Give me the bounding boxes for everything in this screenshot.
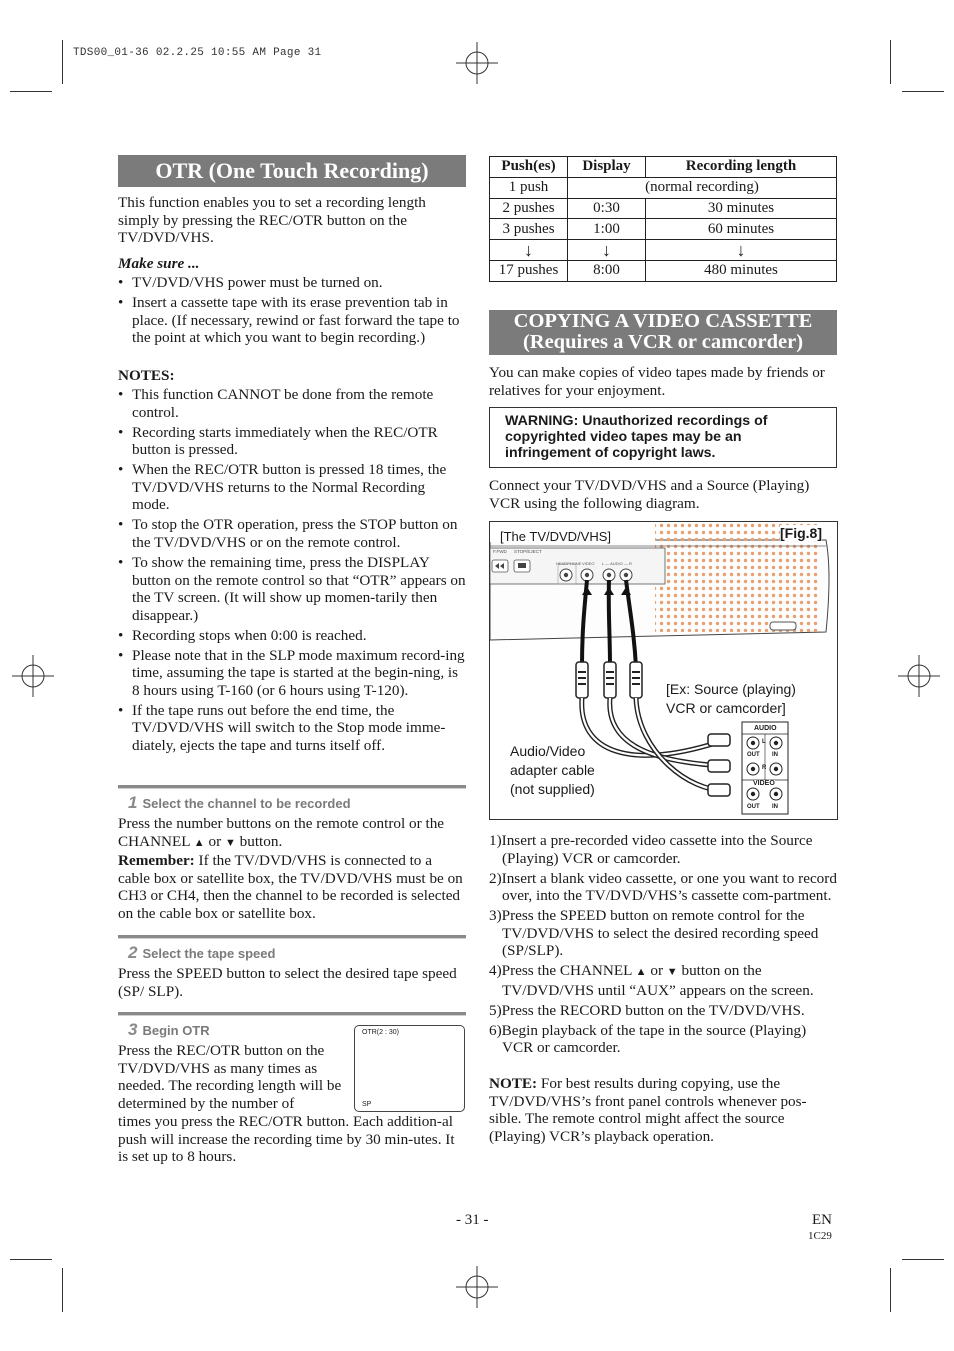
cable-label-line1: Audio/Video	[510, 743, 586, 759]
tv-panel-audio: L — AUDIO — R	[602, 561, 632, 566]
copying-title-line2: (Requires a VCR or camcorder)	[522, 331, 804, 353]
speed-screen-readout: SP	[362, 1101, 372, 1108]
note-body: For best results during copying, use the TV/DVD/VHS’s front panel controls whenever pos-sible. The remote control might affect the source (Playing) VCR’s playback operation.	[489, 1075, 807, 1145]
table-cell: 0:30	[568, 198, 646, 219]
up-arrow-icon: ▲	[635, 966, 647, 979]
page-number: - 31 -	[456, 1212, 489, 1228]
down-arrow-icon: ▼	[666, 966, 678, 979]
tv-panel-stop: STOP/EJECT	[514, 549, 542, 554]
step1-title: Select the channel to be recorded	[142, 796, 351, 811]
down-arrow-icon: ↓	[568, 240, 646, 261]
list-item: • This function CANNOT be done from the remote control.	[118, 386, 466, 421]
cable-label-line3: (not supplied)	[510, 781, 595, 797]
table-row	[490, 219, 837, 240]
source-label-line2: VCR or camcorder]	[666, 700, 786, 716]
list-item: • Recording starts immediately when the REC/OTR button is pressed.	[118, 424, 466, 459]
list-item: • TV/DVD/VHS power must be turned on.	[118, 274, 464, 292]
registration-mark-bottom	[456, 1266, 498, 1308]
down-arrow-icon: ↓	[490, 240, 568, 261]
connection-diagram	[489, 521, 838, 820]
notes-label: NOTES:	[118, 367, 175, 384]
otr-intro: This function enables you to set a recording length simply by pressing the REC/OTR button on the TV/DVD/VHS.	[118, 194, 426, 247]
table-cell: (normal recording)	[568, 177, 837, 198]
table-cell: 1 push	[490, 177, 568, 198]
notes-list	[118, 386, 466, 757]
connect-instructions: Connect your TV/DVD/VHS and a Source (Playing) VCR using the following diagram.	[489, 477, 810, 512]
tv-label: [The TV/DVD/VHS]	[500, 529, 612, 544]
step2-heading	[128, 943, 275, 963]
step3-text-wide: times you press the REC/OTR button. Each addition-al push will increase the recording time by 30 min-utes. It is set up to 8 hours.	[118, 1113, 455, 1166]
table-cell: 1:00	[568, 219, 646, 240]
table-cell: 3 pushes	[490, 219, 568, 240]
step1-rule	[118, 785, 466, 789]
step2-title: Select the tape speed	[142, 946, 276, 961]
table-cell: 17 pushes	[490, 260, 568, 281]
table-row	[490, 198, 837, 219]
table-header: Display	[568, 157, 646, 178]
table-header: Push(es)	[490, 157, 568, 178]
copying-intro: You can make copies of video tapes made by friends or relatives for your enjoyment.	[489, 364, 825, 399]
tv-screen-mock	[354, 1025, 465, 1112]
copying-section-title	[489, 310, 837, 355]
language-code: EN	[812, 1212, 832, 1228]
table-cell: 480 minutes	[646, 260, 837, 281]
step4-text-a: 4)Press the CHANNEL	[489, 962, 636, 980]
list-item: 3)Press the SPEED button on remote control for the TV/DVD/VHS to select the desired recording speed (SP/SLP).	[489, 907, 819, 960]
step3-title: Begin OTR	[142, 1023, 210, 1038]
list-item: • Recording stops when 0:00 is reached.	[118, 627, 466, 645]
make-sure-list	[118, 274, 464, 349]
table-row	[490, 240, 837, 261]
step1-text-b: button.	[235, 832, 283, 850]
list-item: 5)Press the RECORD button on the TV/DVD/VHS.	[489, 1001, 805, 1019]
down-arrow-icon: ▼	[224, 836, 236, 849]
step1-text	[118, 815, 463, 852]
figure-label: [Fig.8]	[780, 525, 822, 541]
list-item: • To stop the OTR operation, press the STOP button on the TV/DVD/VHS or on the remote control.	[118, 516, 466, 551]
list-item: • To show the remaining time, press the DISPLAY button on the remote control so that “OTR” appears on the TV screen. (It will show up momen-tarily then disappear.)	[118, 554, 466, 624]
vcr-video-out-label: OUT	[747, 804, 760, 810]
list-item: 2)Insert a blank video cassette, or one you want to record over, into the TV/DVD/VHS’s cassette com-partment.	[489, 869, 837, 905]
remember-label: Remember:	[118, 852, 195, 869]
step1-heading	[128, 793, 351, 813]
registration-mark-left	[12, 655, 54, 697]
copyright-warning: WARNING: Unauthorized recordings of copyrighted video tapes may be an infringement of copyright laws.	[489, 407, 837, 468]
table-row	[490, 260, 837, 281]
registration-mark-right	[898, 655, 940, 697]
vcr-video-label: VIDEO	[753, 780, 775, 787]
step4-text-or: or	[646, 962, 667, 980]
table-cell: 30 minutes	[646, 198, 837, 219]
list-item	[489, 962, 837, 999]
vcr-audio-label: AUDIO	[754, 725, 777, 732]
step3-heading	[128, 1020, 210, 1040]
step2-text: Press the SPEED button to select the desired tape speed (SP/ SLP).	[118, 965, 457, 1000]
source-label-line1: [Ex: Source (playing)	[666, 681, 796, 697]
step2-rule	[118, 935, 466, 939]
table-header: Recording length	[646, 157, 837, 178]
remember-body: If the TV/DVD/VHS is connected to a cable box or satellite box, the TV/DVD/VHS must be on CH3 or CH4, then the channel to be recorded is selected on the cable box or satellite box.	[118, 852, 463, 922]
copying-title-line1: COPYING A VIDEO CASSETTE	[513, 310, 813, 332]
step3-text-narrow: Press the REC/OTR button on the TV/DVD/VHS as many times as needed. The recording length will be determined by the number of	[118, 1042, 342, 1112]
step4-text-b: button on the TV/DVD/VHS until “AUX” appears on the screen.	[502, 962, 814, 999]
otr-section-title: OTR (One Touch Recording)	[118, 155, 466, 187]
document-code: 1C29	[808, 1230, 832, 1242]
vcr-video-in-label: IN	[772, 804, 778, 810]
source-label	[666, 680, 796, 718]
cable-label-line2: adapter cable	[510, 762, 595, 778]
cable-label	[510, 742, 595, 799]
table-row	[490, 177, 837, 198]
print-header: TDS00_01-36 02.2.25 10:55 AM Page 31	[73, 47, 322, 59]
table-cell: 2 pushes	[490, 198, 568, 219]
recording-length-table	[489, 156, 837, 282]
list-item: 1)Insert a pre-recorded video cassette into the Source (Playing) VCR or camcorder.	[489, 832, 813, 867]
note-label: NOTE:	[489, 1075, 538, 1092]
step1-text-a: Press the number buttons on the remote control or the CHANNEL	[118, 815, 445, 850]
down-arrow-icon: ↓	[646, 240, 837, 261]
step1-number: 1	[128, 793, 138, 812]
list-item: • When the REC/OTR button is pressed 18 times, the TV/DVD/VHS returns to the Normal Recording mode.	[118, 461, 466, 514]
make-sure-label: Make sure ...	[118, 255, 200, 272]
step3-rule	[118, 1012, 466, 1016]
list-item: • If the tape runs out before the end time, the TV/DVD/VHS will switch to the Stop mode imme-diately, ejects the tape and turns itself off.	[118, 702, 466, 755]
vcr-audio-out-label: OUT	[747, 752, 760, 758]
step1-text-or: or	[204, 832, 225, 850]
table-cell: 8:00	[568, 260, 646, 281]
remember-text	[118, 852, 466, 922]
list-item: • Please note that in the SLP mode maximum record-ing time, assuming the tape is started at the begin-ning, is 8 hours using T-160 (or 6 hours using T-120).	[118, 647, 466, 700]
tv-panel-video: VIDEO	[582, 561, 595, 566]
vcr-l-label: L	[762, 739, 766, 745]
list-item: 6)Begin playback of the tape in the source (Playing) VCR or camcorder.	[489, 1021, 807, 1057]
step3-number: 3	[128, 1020, 138, 1039]
otr-screen-readout: OTR(2 : 30)	[362, 1029, 399, 1036]
copying-steps	[489, 832, 837, 1059]
tv-panel-ffwd: F.FWD	[493, 549, 507, 554]
registration-mark-top	[456, 42, 498, 84]
up-arrow-icon: ▲	[193, 836, 205, 849]
vcr-r-label: R	[762, 765, 767, 771]
list-item: • Insert a cassette tape with its erase prevention tab in place. (If necessary, rewind or fast forward the tape to the point at which you want to begin recording.)	[118, 294, 464, 347]
table-cell: 60 minutes	[646, 219, 837, 240]
copying-note	[489, 1075, 837, 1145]
tv-panel-headphone: HEADPHONE	[556, 561, 582, 566]
table-header-row	[490, 157, 837, 178]
vcr-audio-in-label: IN	[772, 752, 778, 758]
step2-number: 2	[128, 943, 138, 962]
